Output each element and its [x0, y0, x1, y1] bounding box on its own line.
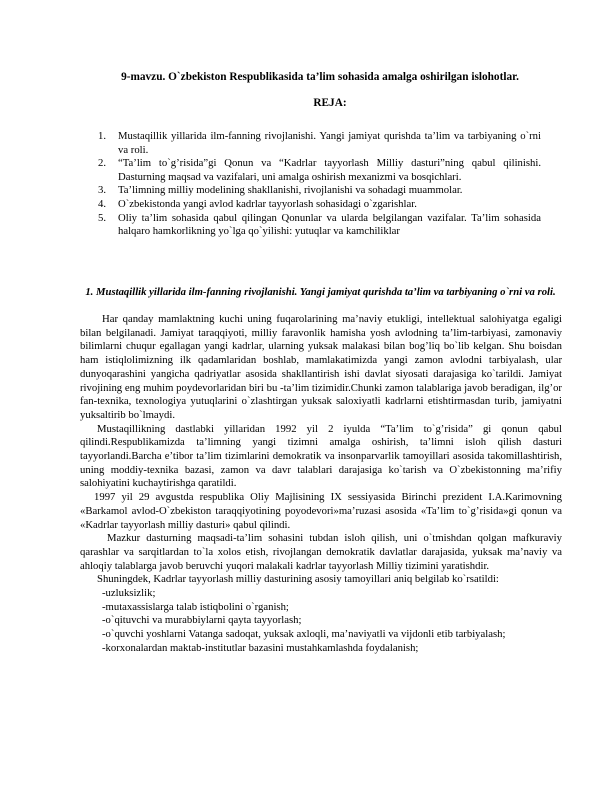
body-paragraph: Shuningdek, Kadrlar tayyorlash milliy dasturining asosiy tamoyillari aniq belgilab ko`rsatildi:	[97, 573, 499, 586]
principle-item: -o`qituvchi va murabbiylarni qayta tayyorlash;	[102, 614, 302, 627]
plan-item-number: 1.	[98, 130, 107, 142]
plan-item	[98, 198, 541, 212]
plan-item-text: Mustaqillik yillarida ilm-fanning rivojlanishi. Yangi jamiyat qurishda ta’lim va tarbiyaning o`rni va roli.	[118, 130, 541, 156]
document-title: 9-mavzu. O`zbekiston Respublikasida ta’lim sohasida amalga oshirilgan islohotlar.	[121, 71, 519, 83]
plan-item-number: 2.	[98, 157, 107, 170]
plan-item-number: 4.	[98, 197, 107, 210]
body-paragraph: Mazkur dasturning maqsadi-ta’lim sohasini tubdan isloh qilish, uni o`tmishdan qolgan mafkuraviy qarashlar va sarqitlardan to`la xolos etish, rivojlangan demokratik davlatlar darajasida, yuksak ma’naviy va ahloqiy talablarga javob beruvchi yuqori malakali kadrlar tayyorlash Milliy tizimini yaratishdir.	[80, 532, 562, 572]
plan-heading: REJA:	[313, 97, 347, 109]
body-paragraph: 1997 yil 29 avgustda respublika Oliy Majlisining IX sessiyasida Birinchi prezident I.A.Karimovning «Barkamol avlod-O`zbekiston taraqqiyotining poyodevori»ma’ruzasi asosida «Ta’lim to`g’risida»gi qonun va «Kadrlar tayyorlash milliy dasturi» qabul qilindi.	[80, 491, 562, 531]
plan-item-number: 5.	[98, 211, 107, 224]
plan-item-text: O`zbekistonda yangi avlod kadrlar tayyorlash sohasidagi o`zgarishlar.	[118, 197, 417, 210]
plan-list	[98, 130, 541, 239]
principle-item: -uzluksizlik;	[102, 587, 156, 600]
plan-item	[98, 157, 541, 184]
plan-item-text: Ta’limning milliy modelining shakllanishi, rivojlanishi va sohadagi muammolar.	[118, 184, 463, 197]
principle-item: -korxonalardan maktab-institutlar bazasini mustahkamlashda foydalanish;	[102, 641, 419, 654]
plan-item-text: Oliy ta’lim sohasida qabul qilingan Qonunlar va ularda belgilangan vazifalar. Ta’lim sohasida halqaro hamkorlikning yo`lga qo`yilishi: yutuqlar va kamchiliklar	[118, 211, 541, 238]
plan-item	[98, 212, 541, 239]
plan-item-text: “Ta’lim to`g’risida”gi Qonun va “Kadrlar tayyorlash Milliy dasturi”ning qabul qilinishi. Dasturning maqsad va vazifalari, uni amalga oshirish mexanizmi va bosqichlari.	[118, 157, 541, 183]
principle-item: -mutaxassislarga talab istiqbolini o`rganish;	[102, 600, 289, 613]
plan-item	[98, 184, 541, 198]
body-paragraph: Har qanday mamlaktning kuchi uning fuqarolarining ma’naviy etukligi, intellektual salohiyatga egaligi bilan belgilanadi. Jamiyat taraqqiyoti, milliy faravonlik hamisha yosh avlodning ta’lim-tarbiyasi, zamonaviy bilimlarni chuqur egallagan yangi kadrlar, ularning yuksak malakasi bilan bog’liq bo`lib kelgan. Shu boisdan ham istiqlolimizning ilk qadamlaridan boshlab, mamlakatimizda yangi zamon avlodni tarbiyalash, ular dunyoqarashini yangicha qadriyatlar asosida shakllantirish ishi davlat siyosati darajasiga ko`tarildi. Jamiyat rivojining eng muhim poydevorlaridan biri bu -ta’lim tizimidir.Chunki zamon talablariga javob beradigan, ilg’or fan-texnika, texnologiya yutuqlarini o`zlashtirgan yuksak saloxiyatli kadrlarni etishtirmasdan turib, jamiyatni yuksaltirib bo`lmaydi.	[80, 313, 562, 421]
section-heading: 1. Mustaqillik yillarida ilm-fanning rivojlanishi. Yangi jamiyat qurishda ta’lim va tarbiyaning o`rni va roli.	[85, 286, 556, 298]
plan-item	[98, 130, 541, 157]
document-body	[80, 313, 562, 656]
principle-item: -o`quvchi yoshlarni Vatanga sadoqat, yuksak axloqli, ma’naviyatli va vijdonli etib tarbiyalash;	[102, 628, 506, 641]
plan-item-number: 3.	[98, 184, 107, 197]
body-paragraph: Mustaqillikning dastlabki yillaridan 1992 yil 2 iyulda “Ta’lim to`g’risida” gi qonun qabul qilindi.Respublikamizda ta’limning yangi tizimni amalga oshirish, ta’limni isloh qilish dasturi tayyorlandi.Barcha e’tibor ta’lim tizimlarini demokratik va insonparvarlik tamoyillari asosida takomillashtirish, uning moddiy-texnika bazasi, zamon va davr talablari darajasiga ko`tarish va O`zbekistonning ma’rifiy salohiyatini kuchaytirishga qaratildi.	[80, 422, 562, 490]
